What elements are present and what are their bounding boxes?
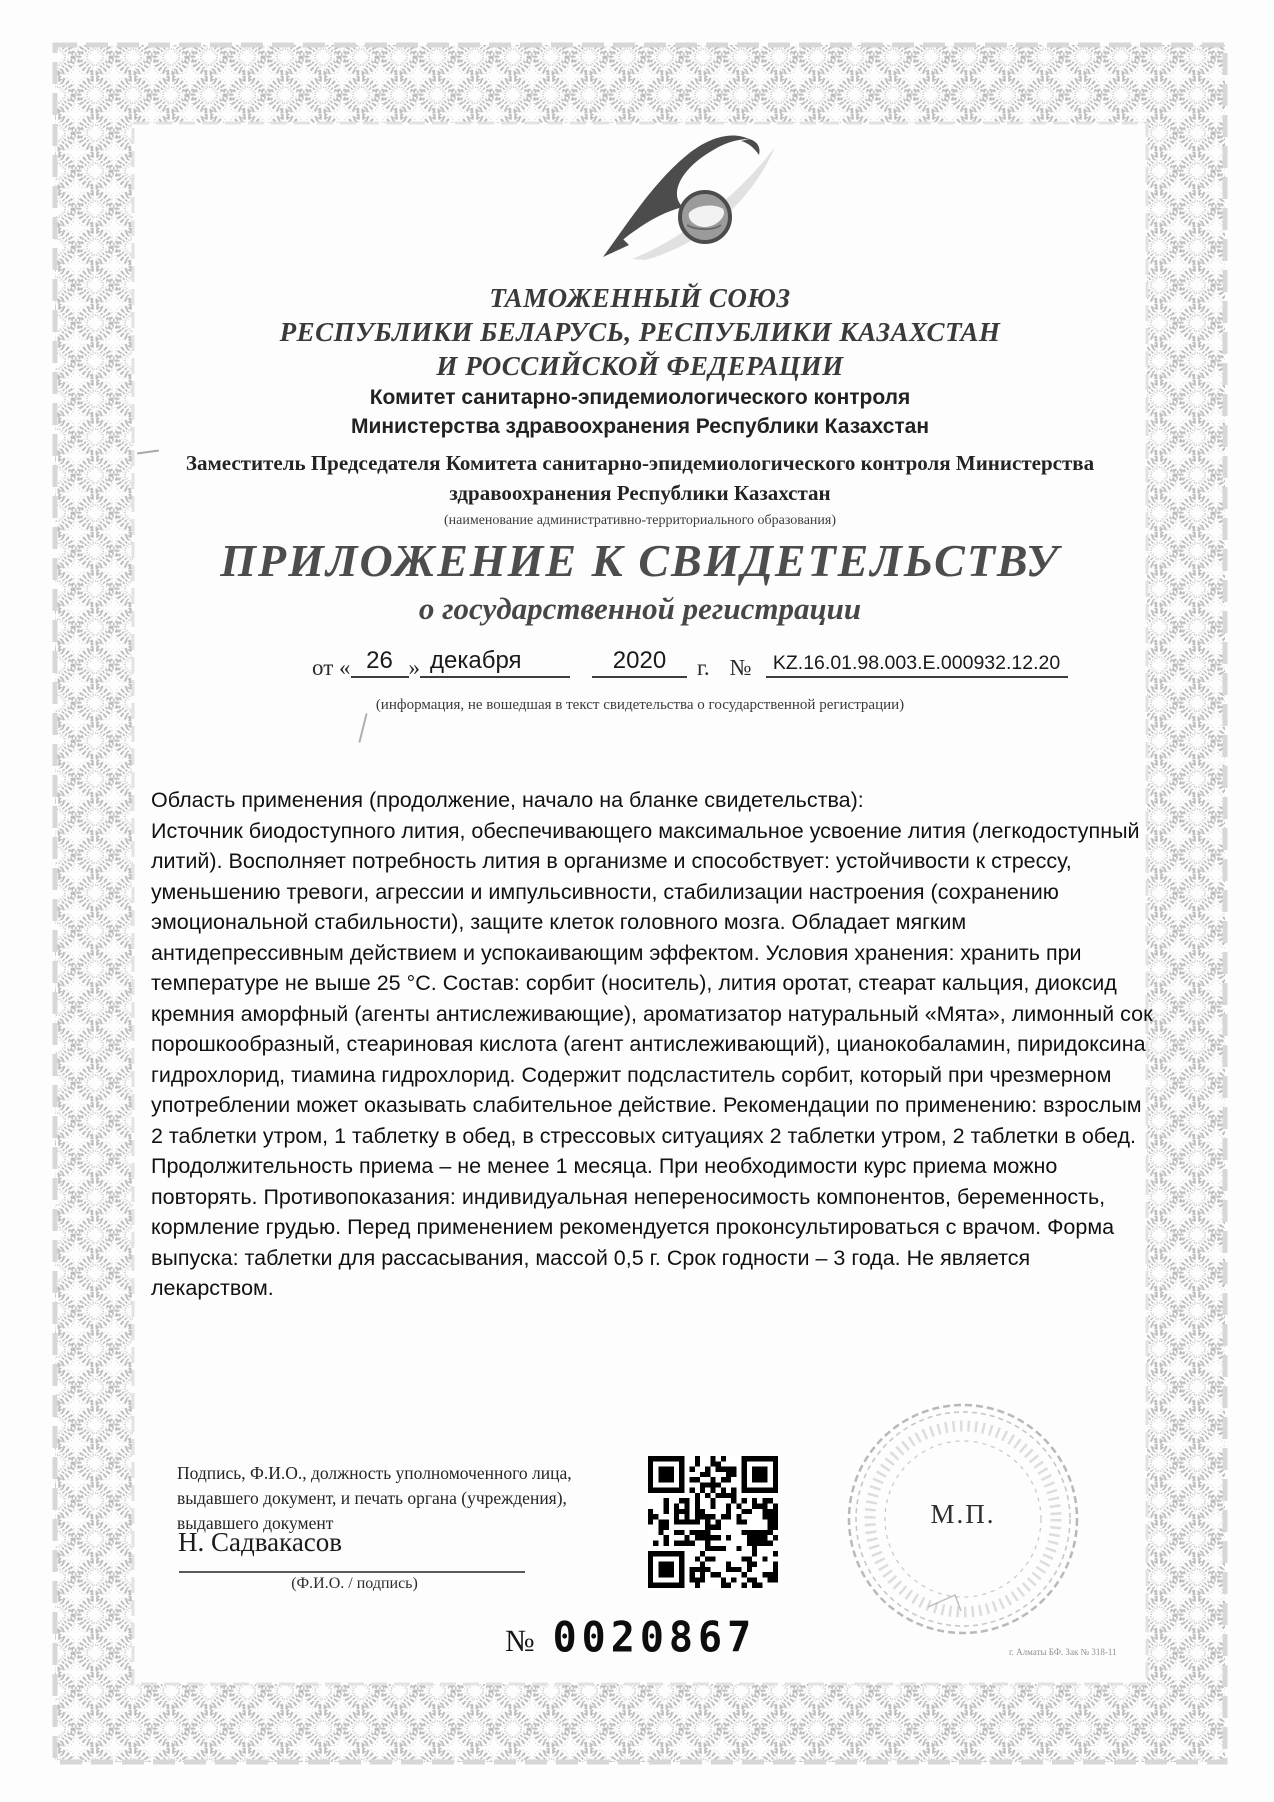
issuing-official: Заместитель Председателя Комитета санитарно-эпидемиологического контроля Министерства здравоохранения Республики Казахстан — [185, 451, 1095, 505]
serial-number-digits: 0020867 — [552, 1613, 757, 1663]
document-title: ПРИЛОЖЕНИЕ К СВИДЕТЕЛЬСТВУ — [220, 535, 1060, 586]
year-suffix-label: г. — [697, 655, 710, 680]
swallow-globe-emblem — [537, 129, 787, 261]
date-line — [312, 628, 1068, 678]
org-title-line3: И РОССИЙСКОЙ ФЕДЕРАЦИИ — [436, 351, 844, 381]
number-sign-label: № — [729, 655, 752, 680]
scan-mark-diagonal — [358, 713, 367, 743]
signature-sub-caption: (Ф.И.О. / подпись) — [291, 1575, 418, 1592]
form-serial-number — [505, 1615, 756, 1661]
signatory-name: Н. Садвакасов — [178, 1527, 343, 1557]
date-year-field: 2020 — [592, 647, 687, 678]
signature-line — [179, 1571, 525, 1573]
signature-caption-line: Подпись, Ф.И.О., должность уполномоченного лица, — [177, 1463, 572, 1483]
committee-line2: Министерства здравоохранения Республики Казахстан — [350, 415, 930, 438]
stamp-place-label: М.П. — [930, 1499, 996, 1529]
committee-line1: Комитет санитарно-эпидемиологического контроля — [369, 386, 911, 409]
date-prefix-label: от « — [312, 655, 351, 680]
signature-caption-line: выдавшего документ, и печать органа (учреждения), — [177, 1488, 567, 1508]
qr-code — [648, 1456, 778, 1588]
document-subtitle: о государственной регистрации — [418, 591, 862, 626]
info-note: (информация, не вошедшая в текст свидетельства о государственной регистрации) — [375, 697, 905, 713]
certificate-content — [137, 123, 1153, 1684]
signature-caption — [177, 1461, 572, 1536]
registration-number-field: KZ.16.01.98.003.E.000932.12.20 — [766, 652, 1068, 678]
org-title-line1: ТАМОЖЕННЫЙ СОЮЗ — [489, 283, 791, 313]
print-shop-note: г. Алматы БФ. Зак № 318-11 — [1009, 1647, 1117, 1657]
body-heading: Область применения (продолжение, начало на бланке свидетельства): — [151, 788, 864, 812]
body-paragraph: Источник биодоступного лития, обеспечивающего максимальное усвоение лития (легкодоступный литий). Восполняет потребность лития в организме и способствует: устойчивости к стрессу, уменьшению тревоги, агрессии и импульсивности, стабилизации настроения (сохранению эмоциональной стабильности), защите клеток головного мозга. Обладает мягким антидепрессивным действием и успокаивающим эффектом. Условия хранения: хранить при температуре не выше 25 °С. Состав: сорбит (носитель), лития оротат, стеарат кальция, диоксид кремния аморфный (агенты антислеживающие), ароматизатор натуральный «Мята», лимонный сок порошкообразный, стеариновая кислота (агент антислеживающий), цианокобаламин, пиридоксина гидрохлорид, тиамина гидрохлорид. Содержит подсластитель сорбит, который при чрезмерном употреблении может оказывать слабительное действие. Рекомендации по применению: взрослым 2 таблетки утром, 1 таблетку в обед, в стрессовых ситуациях 2 таблетки утром, 2 таблетки в обед. Продолжительность приема – не менее 1 месяца. При необходимости курс приема можно повторять. Противопоказания: индивидуальная непереносимость компонентов, беременность, кормление грудью. Перед применением рекомендуется проконсультироваться с врачом. Форма выпуска: таблетки для рассасывания, массой 0,5 г. Срок годности – 3 года. Не является лекарством. — [151, 818, 1153, 1300]
date-close-quote: » — [408, 655, 420, 680]
org-title-line2: РЕСПУБЛИКИ БЕЛАРУСЬ, РЕСПУБЛИКИ КАЗАХСТАН — [279, 317, 1001, 347]
serial-number-sign: № — [505, 1623, 535, 1658]
date-day-field: 26 — [351, 647, 409, 678]
signature-caption-line: выдавшего документ — [177, 1513, 334, 1533]
territory-note: (наименование административно-территориального образования) — [443, 513, 837, 528]
scope-of-application-text — [151, 785, 1153, 1304]
date-month-field: декабря — [420, 647, 570, 678]
